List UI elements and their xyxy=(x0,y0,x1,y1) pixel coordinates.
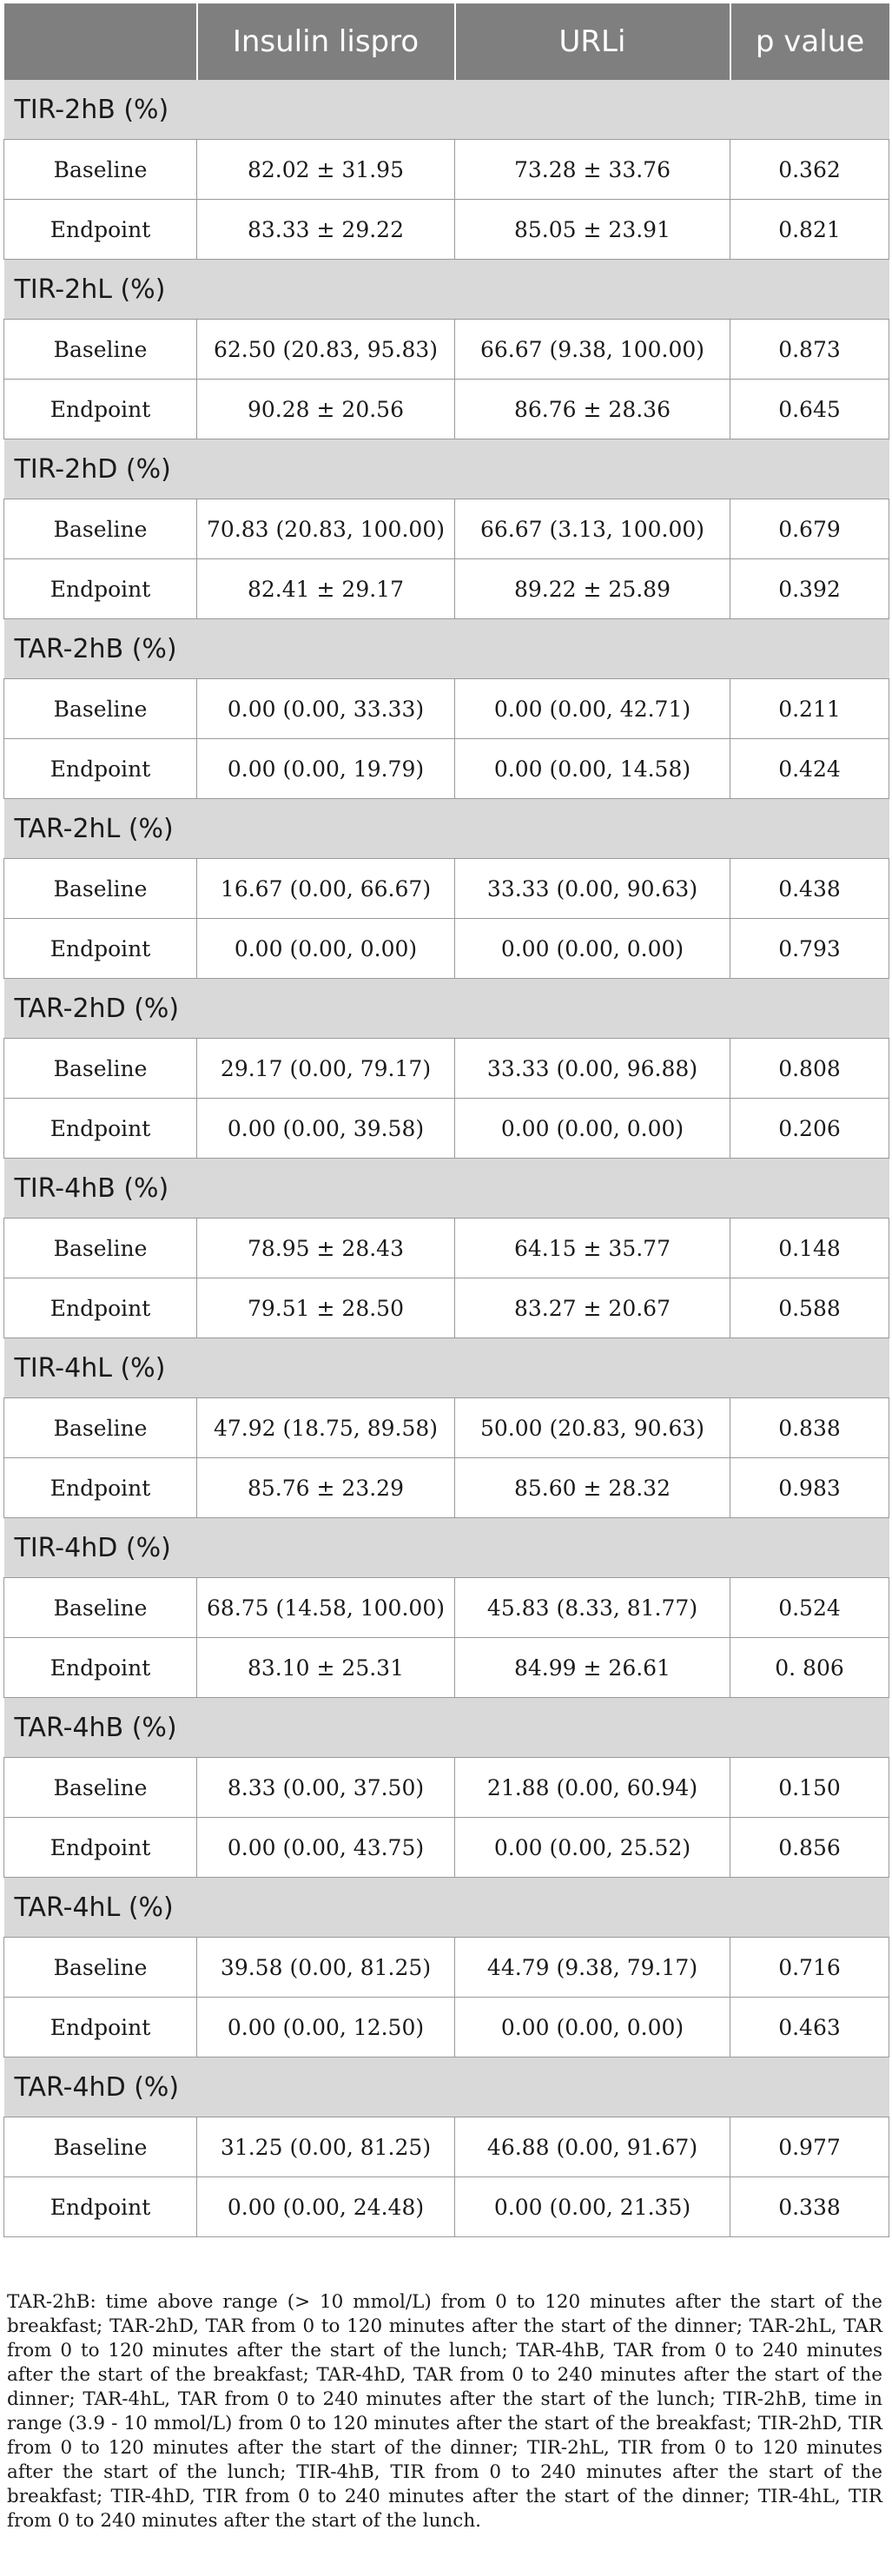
p-value: 0.873 xyxy=(730,320,889,380)
insulin-lispro-value: 70.83 (20.83, 100.00) xyxy=(197,499,455,559)
row-label: Baseline xyxy=(4,679,197,739)
table-row xyxy=(4,140,889,200)
section-title: TIR-4hD (%) xyxy=(4,1518,889,1578)
urli-value: 89.22 ± 25.89 xyxy=(455,559,730,619)
section-title: TIR-2hL (%) xyxy=(4,260,889,320)
row-label: Baseline xyxy=(4,1398,197,1458)
table-row xyxy=(4,559,889,619)
insulin-lispro-value: 16.67 (0.00, 66.67) xyxy=(197,859,455,919)
table-row xyxy=(4,499,889,559)
p-value: 0.793 xyxy=(730,919,889,979)
table-row xyxy=(4,679,889,739)
section-header-row xyxy=(4,1878,889,1938)
row-label: Baseline xyxy=(4,320,197,380)
table-row xyxy=(4,1278,889,1338)
section-title: TAR-2hB (%) xyxy=(4,619,889,679)
row-label: Endpoint xyxy=(4,739,197,799)
insulin-lispro-value: 82.41 ± 29.17 xyxy=(197,559,455,619)
p-value: 0.524 xyxy=(730,1578,889,1638)
urli-value: 50.00 (20.83, 90.63) xyxy=(455,1398,730,1458)
section-header-row xyxy=(4,1159,889,1219)
p-value: 0.821 xyxy=(730,200,889,260)
section-header-row xyxy=(4,1698,889,1758)
section-title: TIR-2hD (%) xyxy=(4,439,889,499)
section-header-row xyxy=(4,799,889,859)
row-label: Endpoint xyxy=(4,200,197,260)
table-footnote: TAR-2hB: time above range (> 10 mmol/L) from 0 to 120 minutes after the start of the breakfast; TAR-2hD, TAR from 0 to 120 minutes after the start of the dinner; TAR-2hL, TAR from 0 to 120 minutes after the start of the lunch; TAR-4hB, TAR from 0 to 240 minutes after the start of the breakfast; TAR-4hD, TAR from 0 to 240 minutes after the start of the dinner; TAR-4hL, TAR from 0 to 240 minutes after the start of the lunch; TIR-2hB, time in range (3.9 - 10 mmol/L) from 0 to 120 minutes after the start of the breakfast; TIR-2hD, TIR from 0 to 120 minutes after the start of the dinner; TIR-2hL, TIR from 0 to 120 minutes after the start of the lunch; TIR-4hB, TIR from 0 to 240 minutes after the start of the breakfast; TIR-4hD, TIR from 0 to 240 minutes after the start of the dinner; TIR-4hL, TIR from 0 to 240 minutes after the start of the lunch. xyxy=(7,2291,882,2532)
urli-value: 0.00 (0.00, 25.52) xyxy=(455,1818,730,1878)
p-value: 0.424 xyxy=(730,739,889,799)
table-row xyxy=(4,1638,889,1698)
section-header-row xyxy=(4,439,889,499)
insulin-lispro-value: 0.00 (0.00, 39.58) xyxy=(197,1099,455,1159)
table-row xyxy=(4,1998,889,2057)
urli-value: 66.67 (9.38, 100.00) xyxy=(455,320,730,380)
row-label: Endpoint xyxy=(4,559,197,619)
insulin-lispro-value: 0.00 (0.00, 12.50) xyxy=(197,1998,455,2057)
urli-value: 0.00 (0.00, 0.00) xyxy=(455,1099,730,1159)
row-label: Baseline xyxy=(4,1938,197,1998)
urli-value: 0.00 (0.00, 0.00) xyxy=(455,919,730,979)
row-label: Endpoint xyxy=(4,1458,197,1518)
section-header-row xyxy=(4,80,889,140)
table-row xyxy=(4,1039,889,1099)
insulin-lispro-value: 8.33 (0.00, 37.50) xyxy=(197,1758,455,1818)
urli-value: 46.88 (0.00, 91.67) xyxy=(455,2117,730,2177)
urli-value: 33.33 (0.00, 96.88) xyxy=(455,1039,730,1099)
urli-value: 86.76 ± 28.36 xyxy=(455,380,730,439)
urli-value: 44.79 (9.38, 79.17) xyxy=(455,1938,730,1998)
urli-value: 0.00 (0.00, 42.71) xyxy=(455,679,730,739)
urli-value: 33.33 (0.00, 90.63) xyxy=(455,859,730,919)
p-value: 0.838 xyxy=(730,1398,889,1458)
section-title: TAR-4hD (%) xyxy=(4,2057,889,2117)
p-value: 0.463 xyxy=(730,1998,889,2057)
p-value: 0.438 xyxy=(730,859,889,919)
table-row xyxy=(4,2177,889,2237)
urli-value: 85.05 ± 23.91 xyxy=(455,200,730,260)
insulin-lispro-value: 31.25 (0.00, 81.25) xyxy=(197,2117,455,2177)
insulin-lispro-value: 83.10 ± 25.31 xyxy=(197,1638,455,1698)
row-label: Endpoint xyxy=(4,1278,197,1338)
row-label: Baseline xyxy=(4,2117,197,2177)
insulin-lispro-value: 0.00 (0.00, 24.48) xyxy=(197,2177,455,2237)
table-row xyxy=(4,1458,889,1518)
urli-value: 66.67 (3.13, 100.00) xyxy=(455,499,730,559)
section-title: TAR-4hL (%) xyxy=(4,1878,889,1938)
section-title: TIR-4hL (%) xyxy=(4,1338,889,1398)
section-header-row xyxy=(4,1518,889,1578)
table-row xyxy=(4,320,889,380)
insulin-lispro-value: 29.17 (0.00, 79.17) xyxy=(197,1039,455,1099)
p-value: 0.150 xyxy=(730,1758,889,1818)
urli-value: 0.00 (0.00, 21.35) xyxy=(455,2177,730,2237)
row-label: Endpoint xyxy=(4,1998,197,2057)
row-label: Baseline xyxy=(4,1578,197,1638)
urli-value: 84.99 ± 26.61 xyxy=(455,1638,730,1698)
results-table xyxy=(3,3,889,2237)
urli-value: 64.15 ± 35.77 xyxy=(455,1219,730,1278)
row-label: Baseline xyxy=(4,1219,197,1278)
header-p-value: p value xyxy=(730,3,889,80)
row-label: Baseline xyxy=(4,859,197,919)
section-title: TAR-4hB (%) xyxy=(4,1698,889,1758)
p-value: 0.856 xyxy=(730,1818,889,1878)
insulin-lispro-value: 79.51 ± 28.50 xyxy=(197,1278,455,1338)
table-row xyxy=(4,2117,889,2177)
p-value: 0.362 xyxy=(730,140,889,200)
section-header-row xyxy=(4,1338,889,1398)
table-row xyxy=(4,1758,889,1818)
row-label: Endpoint xyxy=(4,1818,197,1878)
insulin-lispro-value: 0.00 (0.00, 43.75) xyxy=(197,1818,455,1878)
insulin-lispro-value: 0.00 (0.00, 33.33) xyxy=(197,679,455,739)
header-label-column xyxy=(4,3,197,80)
insulin-lispro-value: 39.58 (0.00, 81.25) xyxy=(197,1938,455,1998)
row-label: Endpoint xyxy=(4,1638,197,1698)
urli-value: 83.27 ± 20.67 xyxy=(455,1278,730,1338)
table-body xyxy=(4,80,889,2237)
p-value: 0.588 xyxy=(730,1278,889,1338)
p-value: 0. 806 xyxy=(730,1638,889,1698)
insulin-lispro-value: 68.75 (14.58, 100.00) xyxy=(197,1578,455,1638)
table-row xyxy=(4,1398,889,1458)
row-label: Baseline xyxy=(4,1758,197,1818)
section-header-row xyxy=(4,979,889,1039)
urli-value: 0.00 (0.00, 0.00) xyxy=(455,1998,730,2057)
section-title: TIR-4hB (%) xyxy=(4,1159,889,1219)
insulin-lispro-value: 62.50 (20.83, 95.83) xyxy=(197,320,455,380)
p-value: 0.977 xyxy=(730,2117,889,2177)
section-header-row xyxy=(4,619,889,679)
row-label: Baseline xyxy=(4,140,197,200)
table-row xyxy=(4,1219,889,1278)
insulin-lispro-value: 47.92 (18.75, 89.58) xyxy=(197,1398,455,1458)
urli-value: 0.00 (0.00, 14.58) xyxy=(455,739,730,799)
table-row xyxy=(4,859,889,919)
table-row xyxy=(4,1818,889,1878)
section-header-row xyxy=(4,2057,889,2117)
p-value: 0.206 xyxy=(730,1099,889,1159)
table-row xyxy=(4,200,889,260)
section-title: TIR-2hB (%) xyxy=(4,80,889,140)
table-row xyxy=(4,380,889,439)
section-title: TAR-2hD (%) xyxy=(4,979,889,1039)
urli-value: 73.28 ± 33.76 xyxy=(455,140,730,200)
p-value: 0.716 xyxy=(730,1938,889,1998)
p-value: 0.983 xyxy=(730,1458,889,1518)
section-header-row xyxy=(4,260,889,320)
p-value: 0.211 xyxy=(730,679,889,739)
insulin-lispro-value: 78.95 ± 28.43 xyxy=(197,1219,455,1278)
urli-value: 85.60 ± 28.32 xyxy=(455,1458,730,1518)
table-row xyxy=(4,1578,889,1638)
p-value: 0.645 xyxy=(730,380,889,439)
p-value: 0.338 xyxy=(730,2177,889,2237)
insulin-lispro-value: 85.76 ± 23.29 xyxy=(197,1458,455,1518)
p-value: 0.808 xyxy=(730,1039,889,1099)
p-value: 0.392 xyxy=(730,559,889,619)
table-row xyxy=(4,1099,889,1159)
section-title: TAR-2hL (%) xyxy=(4,799,889,859)
urli-value: 45.83 (8.33, 81.77) xyxy=(455,1578,730,1638)
row-label: Endpoint xyxy=(4,919,197,979)
row-label: Baseline xyxy=(4,499,197,559)
insulin-lispro-value: 82.02 ± 31.95 xyxy=(197,140,455,200)
header-insulin-lispro: Insulin lispro xyxy=(197,3,455,80)
table-header-row xyxy=(4,3,889,80)
row-label: Endpoint xyxy=(4,380,197,439)
insulin-lispro-value: 90.28 ± 20.56 xyxy=(197,380,455,439)
header-urli: URLi xyxy=(455,3,730,80)
table-row xyxy=(4,1938,889,1998)
insulin-lispro-value: 83.33 ± 29.22 xyxy=(197,200,455,260)
row-label: Baseline xyxy=(4,1039,197,1099)
row-label: Endpoint xyxy=(4,1099,197,1159)
insulin-lispro-value: 0.00 (0.00, 0.00) xyxy=(197,919,455,979)
table-row xyxy=(4,739,889,799)
row-label: Endpoint xyxy=(4,2177,197,2237)
p-value: 0.679 xyxy=(730,499,889,559)
p-value: 0.148 xyxy=(730,1219,889,1278)
table-row xyxy=(4,919,889,979)
insulin-lispro-value: 0.00 (0.00, 19.79) xyxy=(197,739,455,799)
urli-value: 21.88 (0.00, 60.94) xyxy=(455,1758,730,1818)
